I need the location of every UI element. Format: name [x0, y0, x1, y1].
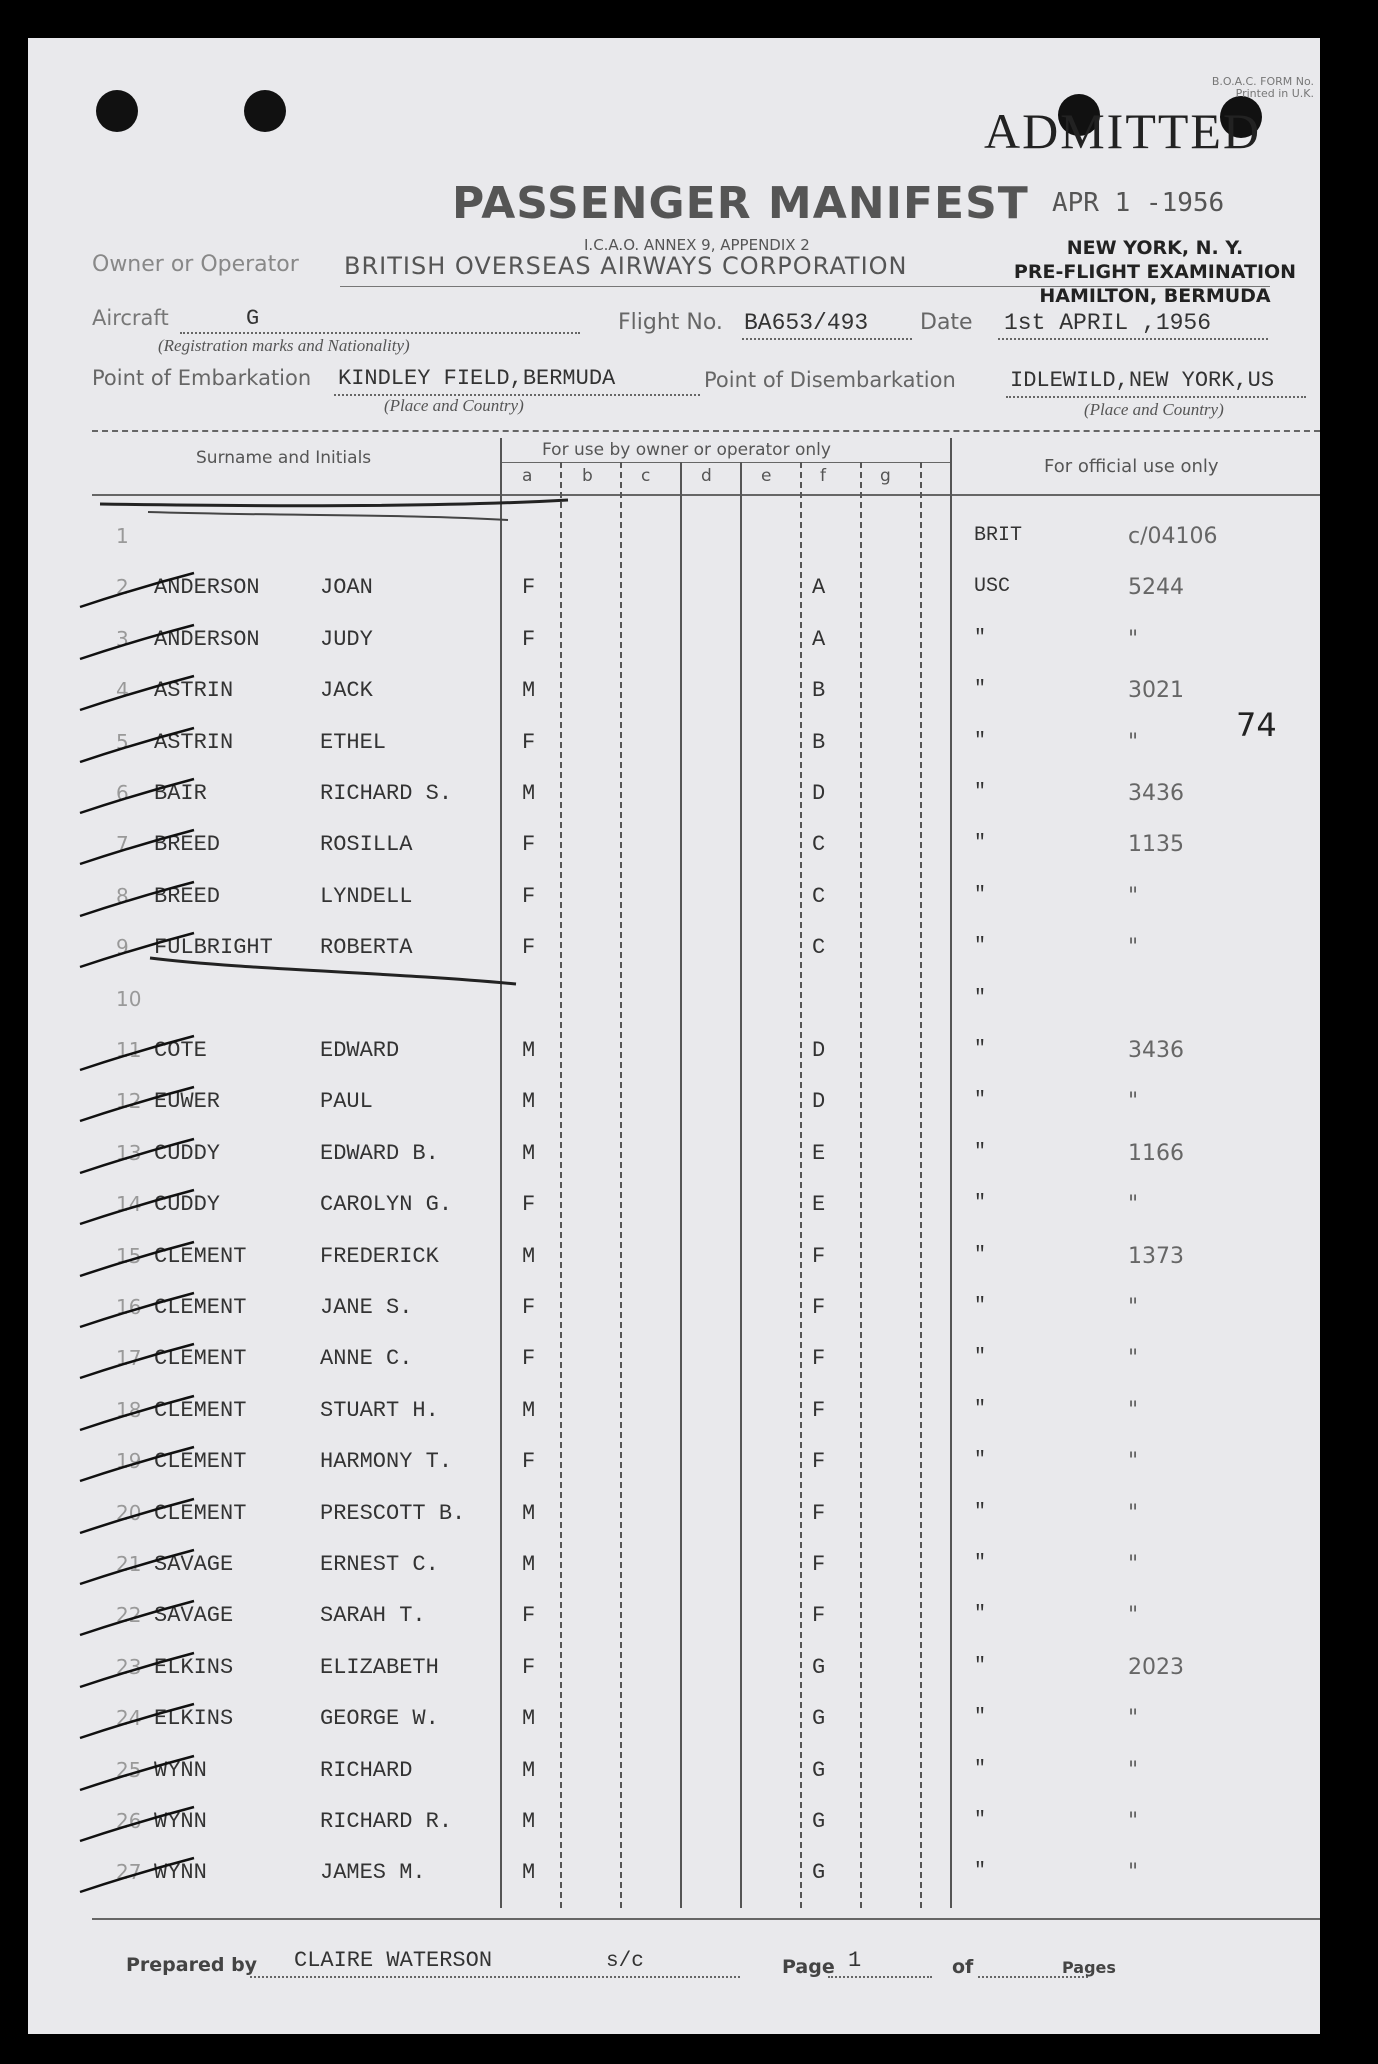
- row-number: 23: [116, 1654, 142, 1679]
- row-sex: M: [522, 1809, 536, 1834]
- row-surname: ASTRIN: [154, 678, 234, 704]
- row-number: 15: [116, 1243, 142, 1268]
- row-number: 17: [116, 1346, 142, 1371]
- row-number: 13: [116, 1140, 142, 1165]
- row-number: 2: [116, 575, 129, 600]
- row-nationality: ": [974, 1860, 987, 1884]
- row-number: 6: [116, 781, 129, 805]
- row-surname: ELKINS: [154, 1706, 234, 1732]
- page-label: Page: [782, 1956, 835, 1978]
- row-surname: CLEMENT: [154, 1397, 247, 1423]
- row-number: 4: [116, 678, 129, 703]
- row-surname: BREED: [154, 832, 221, 858]
- row-number: 11: [116, 1038, 142, 1062]
- row-nationality: ": [974, 1089, 987, 1113]
- row-number: 9: [116, 935, 129, 960]
- strike-lines: [28, 38, 1320, 2034]
- row-nationality: ": [974, 1192, 987, 1216]
- page-subtitle: I.C.A.O. ANNEX 9, APPENDIX 2: [584, 236, 810, 254]
- row-code: ": [1128, 1809, 1139, 1834]
- row-nationality: ": [974, 729, 987, 753]
- strike-row-1: [100, 500, 568, 506]
- row-group: E: [812, 1192, 826, 1218]
- row-nationality: ": [974, 1552, 987, 1575]
- flight-value: BA653/493: [744, 310, 869, 336]
- row-group: C: [812, 832, 826, 858]
- row-code: c/04106: [1128, 524, 1218, 549]
- row-code: ": [1128, 1603, 1139, 1629]
- row-number: 8: [116, 883, 129, 908]
- row-given-names: CAROLYN G.: [320, 1192, 453, 1218]
- disembarkation-value: IDLEWILD,NEW YORK,US: [1010, 368, 1275, 393]
- row-given-names: JANE S.: [320, 1295, 413, 1320]
- row-nationality: ": [974, 832, 987, 856]
- row-surname: ELKINS: [154, 1654, 234, 1680]
- row-sex: M: [522, 678, 536, 704]
- row-nationality: ": [974, 1346, 987, 1370]
- row-number: 10: [116, 986, 142, 1011]
- row-group: F: [812, 1500, 826, 1526]
- row-code: 3436: [1128, 1038, 1184, 1063]
- row-sex: M: [522, 1243, 536, 1269]
- row-number: 22: [116, 1603, 142, 1628]
- col-header-a: a: [522, 466, 533, 486]
- row-code: ": [1128, 1706, 1139, 1732]
- aircraft-label: Aircraft: [92, 306, 169, 330]
- row-surname: COTE: [154, 1038, 207, 1063]
- row-nationality: ": [974, 1809, 987, 1832]
- row-code: ": [1128, 1449, 1139, 1475]
- row-surname: CUDDY: [154, 1140, 221, 1166]
- row-sex: F: [522, 1192, 536, 1218]
- row-number: 14: [116, 1192, 142, 1217]
- prepared-by-label: Prepared by: [126, 1954, 258, 1976]
- row-nationality: USC: [974, 575, 1011, 599]
- row-number: 3: [116, 626, 129, 651]
- row-code: ": [1128, 1397, 1139, 1423]
- row-sex: M: [522, 1140, 536, 1166]
- aircraft-value: G: [246, 306, 260, 331]
- row-group: G: [812, 1654, 826, 1680]
- row-code: 2023: [1128, 1654, 1184, 1680]
- row-code: ": [1128, 883, 1139, 909]
- row-code: ": [1128, 626, 1139, 652]
- row-nationality: ": [974, 626, 987, 650]
- row-given-names: ROBERTA: [320, 935, 413, 961]
- row-code: ": [1128, 1089, 1139, 1115]
- disembarkation-label: Point of Disembarkation: [704, 368, 956, 392]
- row-sex: M: [522, 1860, 536, 1886]
- row-surname: CLEMENT: [154, 1500, 247, 1526]
- row-given-names: LYNDELL: [320, 883, 413, 909]
- margin-note: 74: [1236, 706, 1277, 744]
- preflight-line2: PRE-FLIGHT EXAMINATION: [1013, 261, 1297, 283]
- row-given-names: RICHARD: [320, 1757, 413, 1783]
- row-surname: EUWER: [154, 1089, 221, 1115]
- col-header-d: d: [701, 466, 712, 486]
- row-number: 21: [116, 1552, 142, 1576]
- row-given-names: SARAH T.: [320, 1603, 426, 1629]
- row-number: 25: [116, 1757, 142, 1782]
- row-given-names: EDWARD: [320, 1038, 400, 1063]
- row-given-names: STUART H.: [320, 1397, 439, 1423]
- row-sex: M: [522, 1038, 536, 1063]
- owner-use-header: For use by owner or operator only: [542, 440, 831, 460]
- row-group: D: [812, 1038, 826, 1063]
- row-surname: WYNN: [154, 1860, 207, 1886]
- row-nationality: ": [974, 883, 987, 907]
- row-nationality: ": [974, 678, 987, 702]
- stamp-date: APR 1 -1956: [1052, 188, 1225, 218]
- row-sex: F: [522, 935, 536, 961]
- row-code: 3436: [1128, 781, 1184, 806]
- footer-rule: [92, 1918, 1320, 1920]
- manifest-sheet: [28, 38, 1320, 2034]
- row-given-names: ERNEST C.: [320, 1552, 439, 1577]
- row-sex: M: [522, 1757, 536, 1783]
- date-label: Date: [920, 310, 973, 335]
- row-sex: F: [522, 1449, 536, 1475]
- pages-label: Pages: [1062, 1958, 1116, 1977]
- row-code: ": [1128, 1500, 1139, 1526]
- row-group: G: [812, 1757, 826, 1783]
- row-number: 20: [116, 1500, 142, 1525]
- form-number-line1: B.O.A.C. FORM No.: [1211, 75, 1314, 88]
- row-number: 5: [116, 729, 129, 754]
- page-number: 1: [848, 1948, 862, 1973]
- row-code: ": [1128, 1757, 1139, 1783]
- aircraft-caption: (Registration marks and Nationality): [158, 336, 410, 355]
- preflight-line3: HAMILTON, BERMUDA: [1039, 285, 1271, 307]
- row-group: A: [812, 626, 826, 652]
- row-number: 16: [116, 1295, 142, 1319]
- row-given-names: FREDERICK: [320, 1243, 439, 1269]
- row-sex: M: [522, 1552, 536, 1577]
- row-given-names: PAUL: [320, 1089, 373, 1115]
- row-sex: M: [522, 1500, 536, 1526]
- row-surname: CLEMENT: [154, 1346, 247, 1372]
- row-given-names: HARMONY T.: [320, 1449, 453, 1475]
- date-value: 1st APRIL ,1956: [1004, 310, 1212, 336]
- row-code: ": [1128, 1295, 1139, 1320]
- strike-row-10: [150, 958, 516, 984]
- row-sex: F: [522, 832, 536, 858]
- row-given-names: ETHEL: [320, 729, 387, 755]
- row-number: 1: [116, 524, 129, 548]
- of-label: of: [952, 1956, 974, 1978]
- row-nationality: ": [974, 1500, 987, 1524]
- row-surname: BREED: [154, 883, 221, 909]
- owner-value: BRITISH OVERSEAS AIRWAYS CORPORATION: [344, 252, 908, 280]
- preflight-line1: NEW YORK, N. Y.: [1066, 237, 1244, 259]
- row-group: F: [812, 1346, 826, 1372]
- row-group: F: [812, 1295, 826, 1320]
- official-use-header: For official use only: [1044, 456, 1219, 477]
- row-number: 19: [116, 1449, 142, 1474]
- col-header-e: e: [761, 466, 772, 486]
- row-code: ": [1128, 1192, 1139, 1218]
- row-nationality: ": [974, 1295, 987, 1318]
- row-group: C: [812, 935, 826, 961]
- row-given-names: ROSILLA: [320, 832, 413, 858]
- disembarkation-caption: (Place and Country): [1084, 400, 1224, 419]
- prepared-by-role: s/c: [606, 1950, 644, 1973]
- strike-row-1-b: [148, 512, 508, 520]
- row-sex: F: [522, 729, 536, 755]
- row-code: ": [1128, 935, 1139, 961]
- row-group: F: [812, 1397, 826, 1423]
- prepared-by-underline: [250, 1976, 740, 1978]
- owner-label: Owner or Operator: [92, 252, 299, 277]
- row-code: 1135: [1128, 832, 1184, 858]
- row-sex: M: [522, 781, 536, 806]
- row-surname: CLEMENT: [154, 1295, 247, 1320]
- row-code: ": [1128, 1860, 1139, 1886]
- row-group: F: [812, 1552, 826, 1577]
- row-surname: SAVAGE: [154, 1603, 234, 1629]
- row-surname: WYNN: [154, 1809, 207, 1834]
- row-surname: SAVAGE: [154, 1552, 234, 1577]
- admitted-stamp: ADMITTED: [984, 103, 1262, 159]
- row-nationality: ": [974, 1140, 987, 1164]
- row-surname: CLEMENT: [154, 1449, 247, 1475]
- col-header-f: f: [820, 466, 826, 486]
- row-sex: F: [522, 626, 536, 652]
- row-surname: ANDERSON: [154, 575, 260, 601]
- row-sex: F: [522, 1654, 536, 1680]
- row-given-names: ELIZABETH: [320, 1654, 439, 1680]
- page-title: PASSENGER MANIFEST: [452, 178, 1029, 229]
- col-header-c: c: [641, 466, 651, 486]
- row-given-names: RICHARD R.: [320, 1809, 453, 1834]
- page-underline: [828, 1976, 932, 1978]
- row-group: A: [812, 575, 826, 601]
- row-surname: ASTRIN: [154, 729, 234, 755]
- row-group: F: [812, 1449, 826, 1475]
- row-nationality: ": [974, 986, 987, 1010]
- row-nationality: ": [974, 1706, 987, 1730]
- row-nationality: ": [974, 1757, 987, 1781]
- row-code: 1373: [1128, 1243, 1184, 1269]
- form-number-line2: Printed in U.K.: [1235, 87, 1314, 100]
- embarkation-caption: (Place and Country): [384, 396, 524, 415]
- row-group: D: [812, 781, 826, 806]
- row-given-names: JACK: [320, 678, 373, 704]
- row-nationality: ": [974, 1449, 987, 1473]
- prepared-by-value: CLAIRE WATERSON: [294, 1948, 493, 1973]
- row-given-names: ANNE C.: [320, 1346, 413, 1372]
- row-number: 24: [116, 1706, 142, 1731]
- row-given-names: GEORGE W.: [320, 1706, 439, 1732]
- row-code: 5244: [1128, 575, 1184, 601]
- row-surname: FULBRIGHT: [154, 935, 273, 961]
- row-given-names: JAMES M.: [320, 1860, 426, 1886]
- row-given-names: JUDY: [320, 626, 373, 652]
- row-sex: M: [522, 1706, 536, 1732]
- row-given-names: EDWARD B.: [320, 1140, 439, 1166]
- row-group: G: [812, 1809, 826, 1834]
- row-surname: CUDDY: [154, 1192, 221, 1218]
- row-sex: F: [522, 1295, 536, 1320]
- row-sex: M: [522, 1397, 536, 1423]
- row-number: 7: [116, 832, 129, 857]
- row-given-names: RICHARD S.: [320, 781, 453, 806]
- row-group: B: [812, 729, 826, 755]
- embarkation-label: Point of Embarkation: [92, 366, 312, 390]
- row-group: G: [812, 1860, 826, 1886]
- row-code: 1166: [1128, 1140, 1184, 1166]
- row-number: 12: [116, 1089, 142, 1114]
- row-group: F: [812, 1603, 826, 1629]
- row-nationality: ": [974, 1397, 987, 1421]
- row-group: C: [812, 883, 826, 909]
- col-header-g: g: [880, 466, 891, 486]
- flight-label: Flight No.: [618, 310, 723, 335]
- row-nationality: ": [974, 1654, 987, 1678]
- embarkation-value: KINDLEY FIELD,BERMUDA: [338, 366, 616, 391]
- row-nationality: ": [974, 935, 987, 959]
- row-surname: BAIR: [154, 781, 207, 806]
- row-nationality: ": [974, 1603, 987, 1627]
- row-group: G: [812, 1706, 826, 1732]
- surname-header: Surname and Initials: [196, 448, 372, 468]
- row-sex: F: [522, 1603, 536, 1629]
- col-header-b: b: [582, 466, 593, 486]
- row-number: 18: [116, 1397, 142, 1422]
- row-nationality: ": [974, 1038, 987, 1061]
- row-code: ": [1128, 1552, 1139, 1577]
- row-surname: ANDERSON: [154, 626, 260, 652]
- row-sex: F: [522, 883, 536, 909]
- row-number: 27: [116, 1860, 142, 1885]
- row-nationality: ": [974, 1243, 987, 1267]
- row-surname: WYNN: [154, 1757, 207, 1783]
- row-given-names: PRESCOTT B.: [320, 1500, 466, 1526]
- row-number: 26: [116, 1809, 142, 1833]
- row-sex: M: [522, 1089, 536, 1115]
- row-group: B: [812, 678, 826, 704]
- row-code: ": [1128, 729, 1139, 755]
- row-sex: F: [522, 575, 536, 601]
- row-code: 3021: [1128, 678, 1184, 704]
- row-code: ": [1128, 1346, 1139, 1372]
- row-surname: CLEMENT: [154, 1243, 247, 1269]
- row-group: D: [812, 1089, 826, 1115]
- row-nationality: ": [974, 781, 987, 804]
- row-group: E: [812, 1140, 826, 1166]
- row-nationality: BRIT: [974, 524, 1023, 547]
- row-sex: F: [522, 1346, 536, 1372]
- row-given-names: JOAN: [320, 575, 373, 601]
- row-group: F: [812, 1243, 826, 1269]
